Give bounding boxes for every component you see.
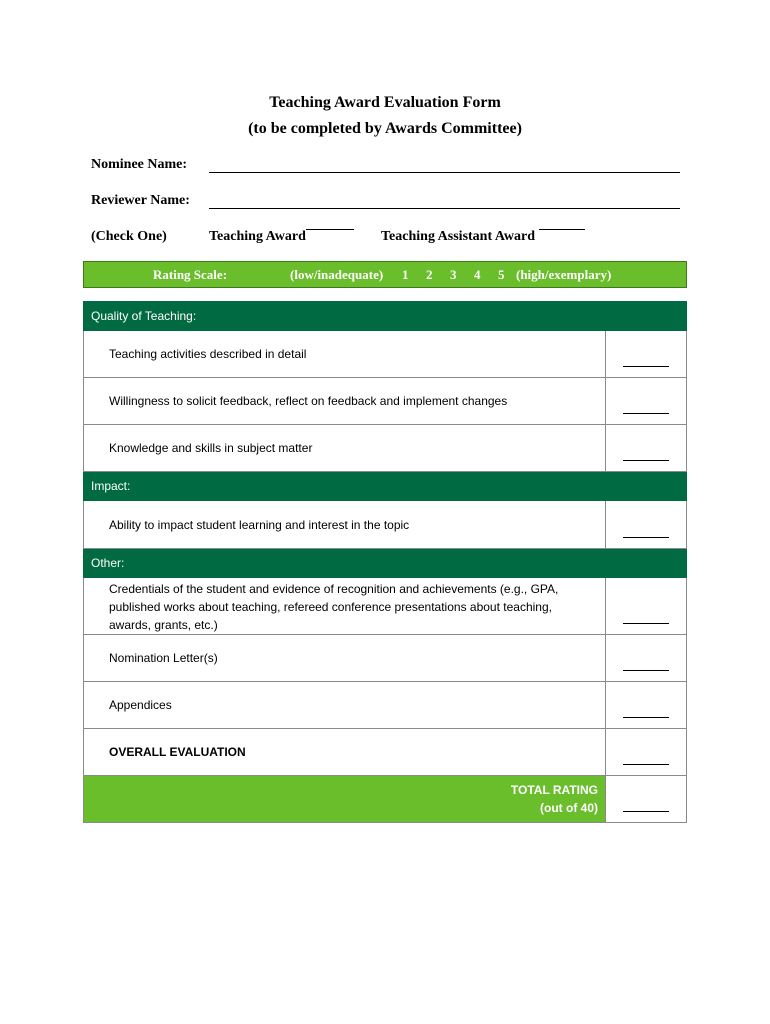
reviewer-name-label: Reviewer Name:: [91, 193, 190, 208]
nominee-name-field[interactable]: [209, 172, 680, 173]
table-row: [84, 378, 687, 425]
reviewer-name-field[interactable]: [209, 208, 680, 209]
criterion-label: Credentials of the student and evidence of recognition and achievements (e.g., GPA, published works about teaching, refereed conference presentations about teaching, awards, grants, etc.): [84, 578, 606, 635]
criterion-label: Ability to impact student learning and interest in the topic: [84, 501, 606, 549]
score-cell[interactable]: [606, 682, 687, 729]
overall-evaluation-label: OVERALL EVALUATION: [84, 729, 606, 776]
score-cell[interactable]: [606, 331, 687, 378]
score-blank[interactable]: [623, 413, 669, 414]
teaching-award-label: Teaching Award: [209, 229, 306, 244]
teaching-award-option[interactable]: [209, 229, 306, 245]
scale-5: 5: [498, 267, 505, 282]
scale-4: 4: [474, 267, 481, 282]
criterion-label: Willingness to solicit feedback, reflect on feedback and implement changes: [84, 378, 606, 425]
score-cell[interactable]: [606, 635, 687, 682]
score-blank[interactable]: [623, 764, 669, 765]
criterion-label: Knowledge and skills in subject matter: [84, 425, 606, 472]
score-cell[interactable]: [606, 501, 687, 549]
table-row: [84, 425, 687, 472]
score-cell[interactable]: [606, 729, 687, 776]
total-rating-line1: TOTAL RATING: [510, 783, 598, 797]
section-header-other: [84, 549, 687, 578]
score-cell[interactable]: [606, 578, 687, 635]
score-blank[interactable]: [623, 366, 669, 367]
criterion-label: Appendices: [84, 682, 606, 729]
table-row: [84, 501, 687, 549]
scale-3: 3: [450, 267, 457, 282]
total-rating-label: [84, 776, 606, 823]
section-header-impact: [84, 472, 687, 501]
scale-low-label: (low/inadequate): [290, 267, 384, 282]
section-title: Quality of Teaching:: [84, 302, 687, 331]
table-row: [84, 578, 687, 635]
criterion-label: Nomination Letter(s): [84, 635, 606, 682]
section-title: Other:: [84, 549, 687, 578]
score-blank[interactable]: [623, 717, 669, 718]
score-blank[interactable]: [623, 460, 669, 461]
ta-award-option[interactable]: [381, 229, 539, 245]
total-rating-line2: (out of 40): [540, 801, 598, 815]
total-score-cell[interactable]: [606, 776, 687, 823]
rating-scale-label: Rating Scale:: [153, 267, 228, 282]
criterion-label: Teaching activities described in detail: [84, 331, 606, 378]
table-row: [84, 682, 687, 729]
score-blank[interactable]: [623, 670, 669, 671]
nominee-name-label: Nominee Name:: [91, 157, 188, 172]
form-title-line1: Teaching Award Evaluation Form: [269, 94, 501, 111]
teaching-award-blank[interactable]: [306, 229, 354, 230]
evaluation-table: [83, 301, 687, 823]
score-blank[interactable]: [623, 623, 669, 624]
section-header-quality: [84, 302, 687, 331]
scale-1: 1: [402, 267, 409, 282]
rating-scale-bar: [83, 261, 687, 288]
check-one-label: (Check One): [91, 229, 167, 244]
table-row: [84, 635, 687, 682]
score-cell[interactable]: [606, 378, 687, 425]
ta-award-blank[interactable]: [539, 229, 585, 230]
form-title-line2: (to be completed by Awards Committee): [248, 120, 522, 137]
ta-award-label: Teaching Assistant Award: [381, 229, 536, 244]
table-row: [84, 729, 687, 776]
total-score-blank[interactable]: [623, 811, 669, 812]
scale-2: 2: [426, 267, 433, 282]
total-row: [84, 776, 687, 823]
scale-high-label: (high/exemplary): [516, 267, 612, 282]
table-row: [84, 331, 687, 378]
section-title: Impact:: [84, 472, 687, 501]
score-blank[interactable]: [623, 537, 669, 538]
score-cell[interactable]: [606, 425, 687, 472]
